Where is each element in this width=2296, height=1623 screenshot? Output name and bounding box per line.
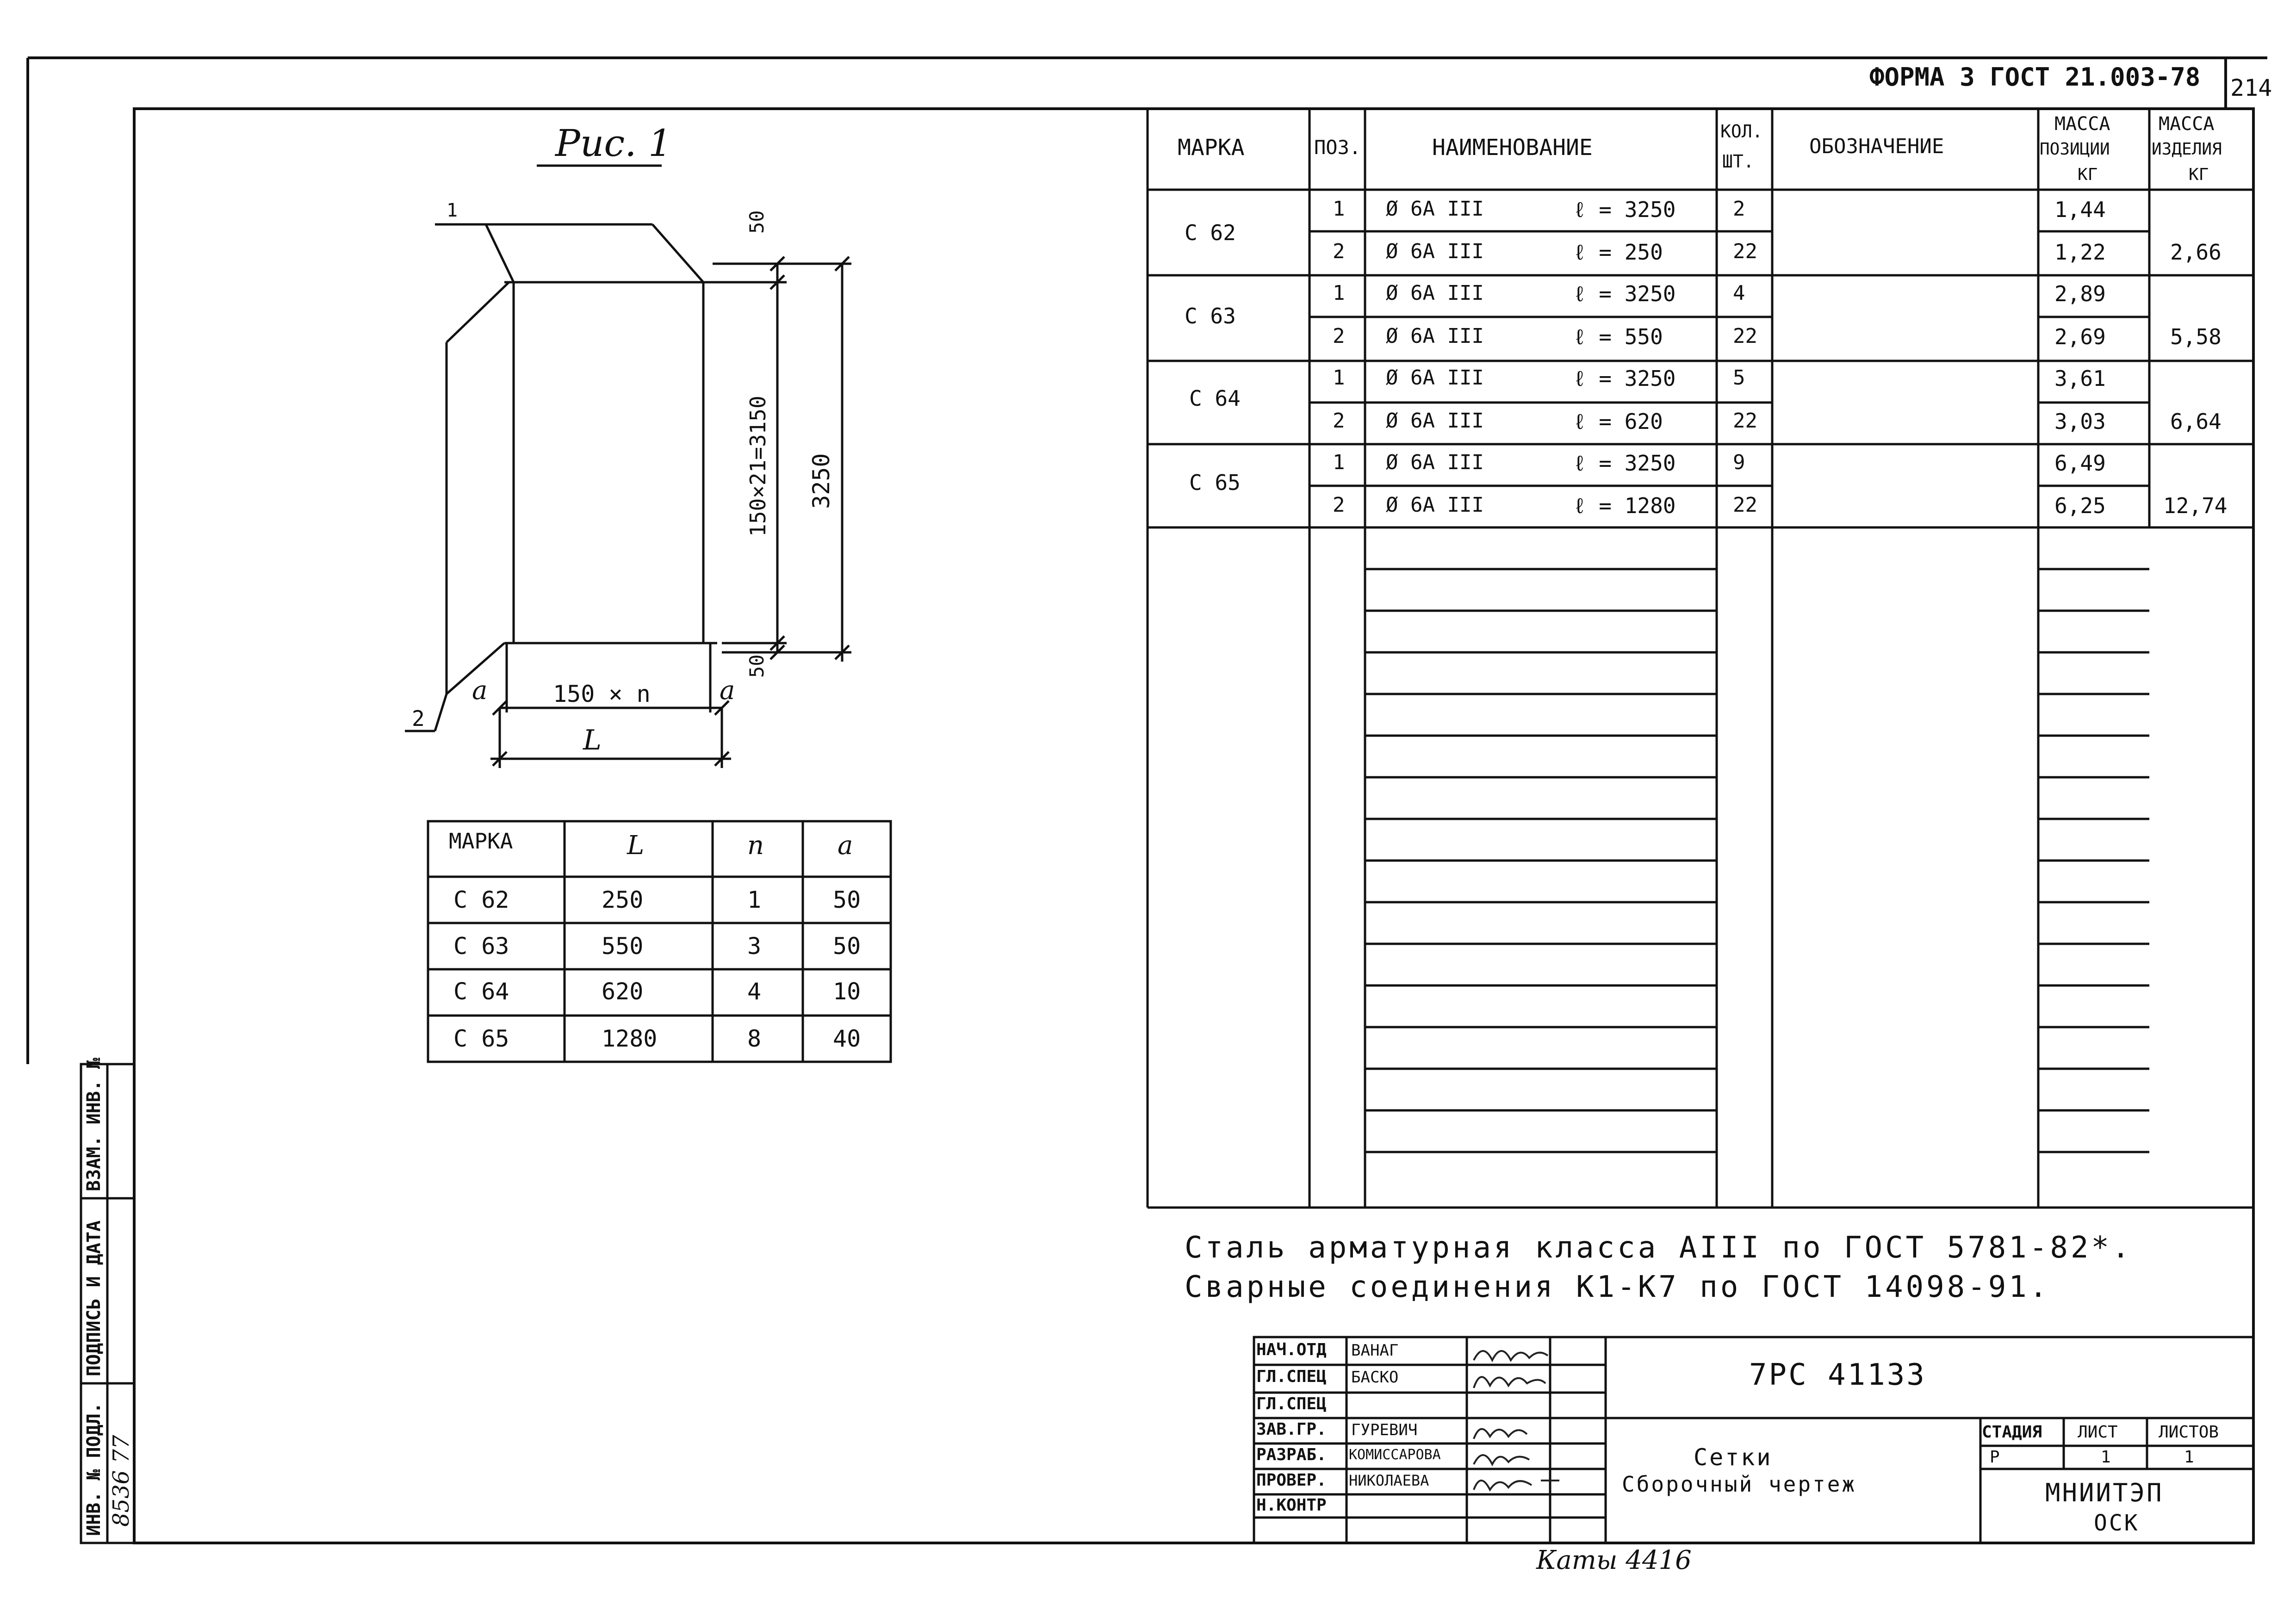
spec-row-8-mass-item: 12,74 xyxy=(2163,493,2228,518)
marks-row-2-L: 550 xyxy=(602,933,644,960)
marks-row-4-mark: С 65 xyxy=(453,1025,509,1052)
tb-title-2: Сборочный чертеж xyxy=(1622,1472,1857,1497)
tb-org-1: МНИИТЭП xyxy=(2045,1478,2164,1507)
tb-org-2: ОСК xyxy=(2094,1510,2140,1536)
tb-role-1: НАЧ.ОТД xyxy=(1256,1340,1327,1359)
spec-row-5-mark: С 64 xyxy=(1189,386,1241,411)
marks-row-3-L: 620 xyxy=(602,978,644,1005)
spec-row-3-mass-pos: 2,89 xyxy=(2054,281,2106,306)
side-stamp-inv-number: 8536 77 xyxy=(108,1435,134,1527)
marks-row-4-L: 1280 xyxy=(602,1025,658,1052)
marks-row-4-n: 8 xyxy=(747,1025,762,1052)
tb-name-1: ВАНАГ xyxy=(1351,1341,1399,1360)
marks-row-2-n: 3 xyxy=(747,933,762,960)
tb-role-2: ГЛ.СПЕЦ xyxy=(1256,1367,1327,1386)
tb-sheets-header: ЛИСТОВ xyxy=(2159,1423,2219,1442)
marks-row-1-a: 50 xyxy=(833,886,861,913)
side-stamp-vzam-inv: ВЗАМ. ИНВ. № xyxy=(83,1058,105,1191)
spec-row-2-qty: 22 xyxy=(1733,240,1757,263)
figure-dim-L: L xyxy=(583,724,602,756)
tb-role-3: ГЛ.СПЕЦ xyxy=(1256,1394,1327,1413)
note-line-2: Сварные соединения К1-К7 по ГОСТ 14098-91. xyxy=(1185,1270,2050,1304)
marks-header-L: L xyxy=(627,830,645,861)
marks-row-4-a: 40 xyxy=(833,1025,861,1052)
spec-row-8-qty: 22 xyxy=(1733,493,1757,517)
figure-dim-50-top: 50 xyxy=(745,210,768,234)
spec-row-1-pos: 1 xyxy=(1333,197,1345,221)
side-stamp-inv-podl: ИНВ. № ПОДЛ. xyxy=(83,1402,105,1536)
spec-row-8-pos: 2 xyxy=(1333,493,1345,517)
spec-header-designation: ОБОЗНАЧЕНИЕ xyxy=(1809,135,1944,158)
tb-name-6: НИКОЛАЕВА xyxy=(1349,1472,1429,1489)
spec-header-qty-1: КОЛ. xyxy=(1720,121,1763,142)
spec-row-2-mass-item: 2,66 xyxy=(2170,240,2222,265)
spec-row-7-qty: 9 xyxy=(1733,451,1745,474)
figure-dim-a-left: a xyxy=(472,675,488,706)
spec-row-3-qty: 4 xyxy=(1733,281,1745,305)
spec-row-4-qty: 22 xyxy=(1733,324,1757,348)
figure-dim-total: 3250 xyxy=(808,453,835,509)
figure-dim-mid: 150×21=3150 xyxy=(745,396,770,537)
note-line-1: Сталь арматурная класса АIII по ГОСТ 5781-82*. xyxy=(1185,1231,2133,1265)
bottom-handwritten-note: Каты 4416 xyxy=(1536,1545,1692,1575)
spec-row-1-mass-pos: 1,44 xyxy=(2054,197,2106,222)
spec-row-4-pos: 2 xyxy=(1333,324,1345,348)
spec-row-2-mass-pos: 1,22 xyxy=(2054,240,2106,265)
marks-row-3-a: 10 xyxy=(833,978,861,1005)
spec-row-7-bar: Ø 6A III xyxy=(1386,451,1484,474)
spec-header-mass-item-3: КГ xyxy=(2189,165,2209,184)
spec-row-6-qty: 22 xyxy=(1733,409,1757,433)
spec-row-4-len: ℓ = 550 xyxy=(1573,324,1663,349)
marks-row-2-mark: С 63 xyxy=(453,933,509,960)
spec-row-1-mark: С 62 xyxy=(1185,220,1236,245)
tb-doc-code: 7РС 41133 xyxy=(1749,1358,1926,1392)
tb-sheet-header: ЛИСТ xyxy=(2078,1423,2118,1442)
spec-header-pos: ПОЗ. xyxy=(1314,136,1361,159)
tb-role-5: РАЗРАБ. xyxy=(1256,1445,1327,1464)
marks-row-2-a: 50 xyxy=(833,933,861,960)
figure-pos-label-1: 1 xyxy=(447,200,458,221)
tb-stage-header: СТАДИЯ xyxy=(1982,1423,2042,1442)
tb-role-4: ЗАВ.ГР. xyxy=(1256,1420,1327,1439)
spec-row-7-pos: 1 xyxy=(1333,451,1345,474)
tb-name-2: БАСКО xyxy=(1351,1368,1399,1387)
tb-name-4: ГУРЕВИЧ xyxy=(1351,1421,1418,1439)
spec-row-5-qty: 5 xyxy=(1733,366,1745,390)
spec-row-3-bar: Ø 6A III xyxy=(1386,281,1484,305)
tb-stage: Р xyxy=(1990,1448,2000,1467)
spec-header-mass-item-1: МАССА xyxy=(2159,113,2215,135)
sheet-corner-number: 214 xyxy=(2230,74,2272,101)
figure-dim-50-bottom: 50 xyxy=(745,654,768,678)
spec-row-1-qty: 2 xyxy=(1733,197,1745,221)
spec-header-mass-item-2: ИЗДЕЛИЯ xyxy=(2152,140,2222,159)
spec-row-6-bar: Ø 6A III xyxy=(1386,409,1484,433)
marks-header-a: a xyxy=(838,830,853,861)
spec-row-1-bar: Ø 6A III xyxy=(1386,197,1484,221)
marks-row-3-n: 4 xyxy=(747,978,762,1005)
marks-row-3-mark: С 64 xyxy=(453,978,509,1005)
spec-row-8-mass-pos: 6,25 xyxy=(2054,493,2106,518)
spec-header-mass-pos-3: КГ xyxy=(2078,165,2098,184)
figure-pos-label-2: 2 xyxy=(412,706,425,731)
spec-row-4-bar: Ø 6A III xyxy=(1386,324,1484,348)
tb-role-6: ПРОВЕР. xyxy=(1256,1471,1327,1490)
spec-row-4-mass-pos: 2,69 xyxy=(2054,324,2106,349)
spec-row-1-len: ℓ = 3250 xyxy=(1573,197,1676,222)
spec-row-3-len: ℓ = 3250 xyxy=(1573,281,1676,306)
figure-dim-bottom-mid: 150 × n xyxy=(553,681,651,707)
spec-row-6-len: ℓ = 620 xyxy=(1573,409,1663,434)
spec-row-5-pos: 1 xyxy=(1333,366,1345,390)
spec-header-mass-pos-1: МАССА xyxy=(2054,113,2110,135)
tb-role-7: Н.КОНТР xyxy=(1256,1496,1327,1515)
spec-row-8-bar: Ø 6A III xyxy=(1386,493,1484,517)
marks-row-1-mark: С 62 xyxy=(453,886,509,913)
spec-header-qty-2: ШТ. xyxy=(1722,151,1754,172)
tb-name-5: КОМИССАРОВА xyxy=(1349,1447,1441,1463)
spec-row-7-len: ℓ = 3250 xyxy=(1573,451,1676,476)
side-stamp-signature-date: ПОДПИСЬ И ДАТА xyxy=(83,1220,105,1376)
spec-row-6-mass-item: 6,64 xyxy=(2170,409,2222,434)
figure-dim-a-right: a xyxy=(720,675,735,706)
tb-sheet: 1 xyxy=(2101,1448,2111,1467)
marks-header-n: n xyxy=(747,830,764,861)
spec-row-3-pos: 1 xyxy=(1333,281,1345,305)
spec-header-name: НАИМЕНОВАНИЕ xyxy=(1432,135,1593,161)
spec-row-2-pos: 2 xyxy=(1333,240,1345,263)
spec-row-8-len: ℓ = 1280 xyxy=(1573,493,1676,518)
spec-row-4-mass-item: 5,58 xyxy=(2170,324,2222,349)
marks-row-1-L: 250 xyxy=(602,886,644,913)
marks-row-1-n: 1 xyxy=(747,886,762,913)
spec-row-5-len: ℓ = 3250 xyxy=(1573,366,1676,391)
figure-title: Рис. 1 xyxy=(555,122,672,165)
form-header: ФОРМА 3 ГОСТ 21.003-78 xyxy=(1869,62,2201,92)
spec-row-6-mass-pos: 3,03 xyxy=(2054,409,2106,434)
spec-row-5-mass-pos: 3,61 xyxy=(2054,366,2106,391)
marks-header-mark: МАРКА xyxy=(449,829,513,854)
spec-row-2-len: ℓ = 250 xyxy=(1573,240,1663,265)
spec-row-2-bar: Ø 6A III xyxy=(1386,240,1484,263)
tb-sheets: 1 xyxy=(2184,1448,2194,1467)
tb-title-1: Сетки xyxy=(1694,1444,1773,1471)
spec-header-mark: МАРКА xyxy=(1178,135,1245,161)
spec-row-7-mass-pos: 6,49 xyxy=(2054,451,2106,476)
spec-row-6-pos: 2 xyxy=(1333,409,1345,433)
spec-header-mass-pos-2: ПОЗИЦИИ xyxy=(2040,140,2110,159)
spec-row-5-bar: Ø 6A III xyxy=(1386,366,1484,390)
spec-row-3-mark: С 63 xyxy=(1185,304,1236,328)
spec-row-7-mark: С 65 xyxy=(1189,470,1241,495)
